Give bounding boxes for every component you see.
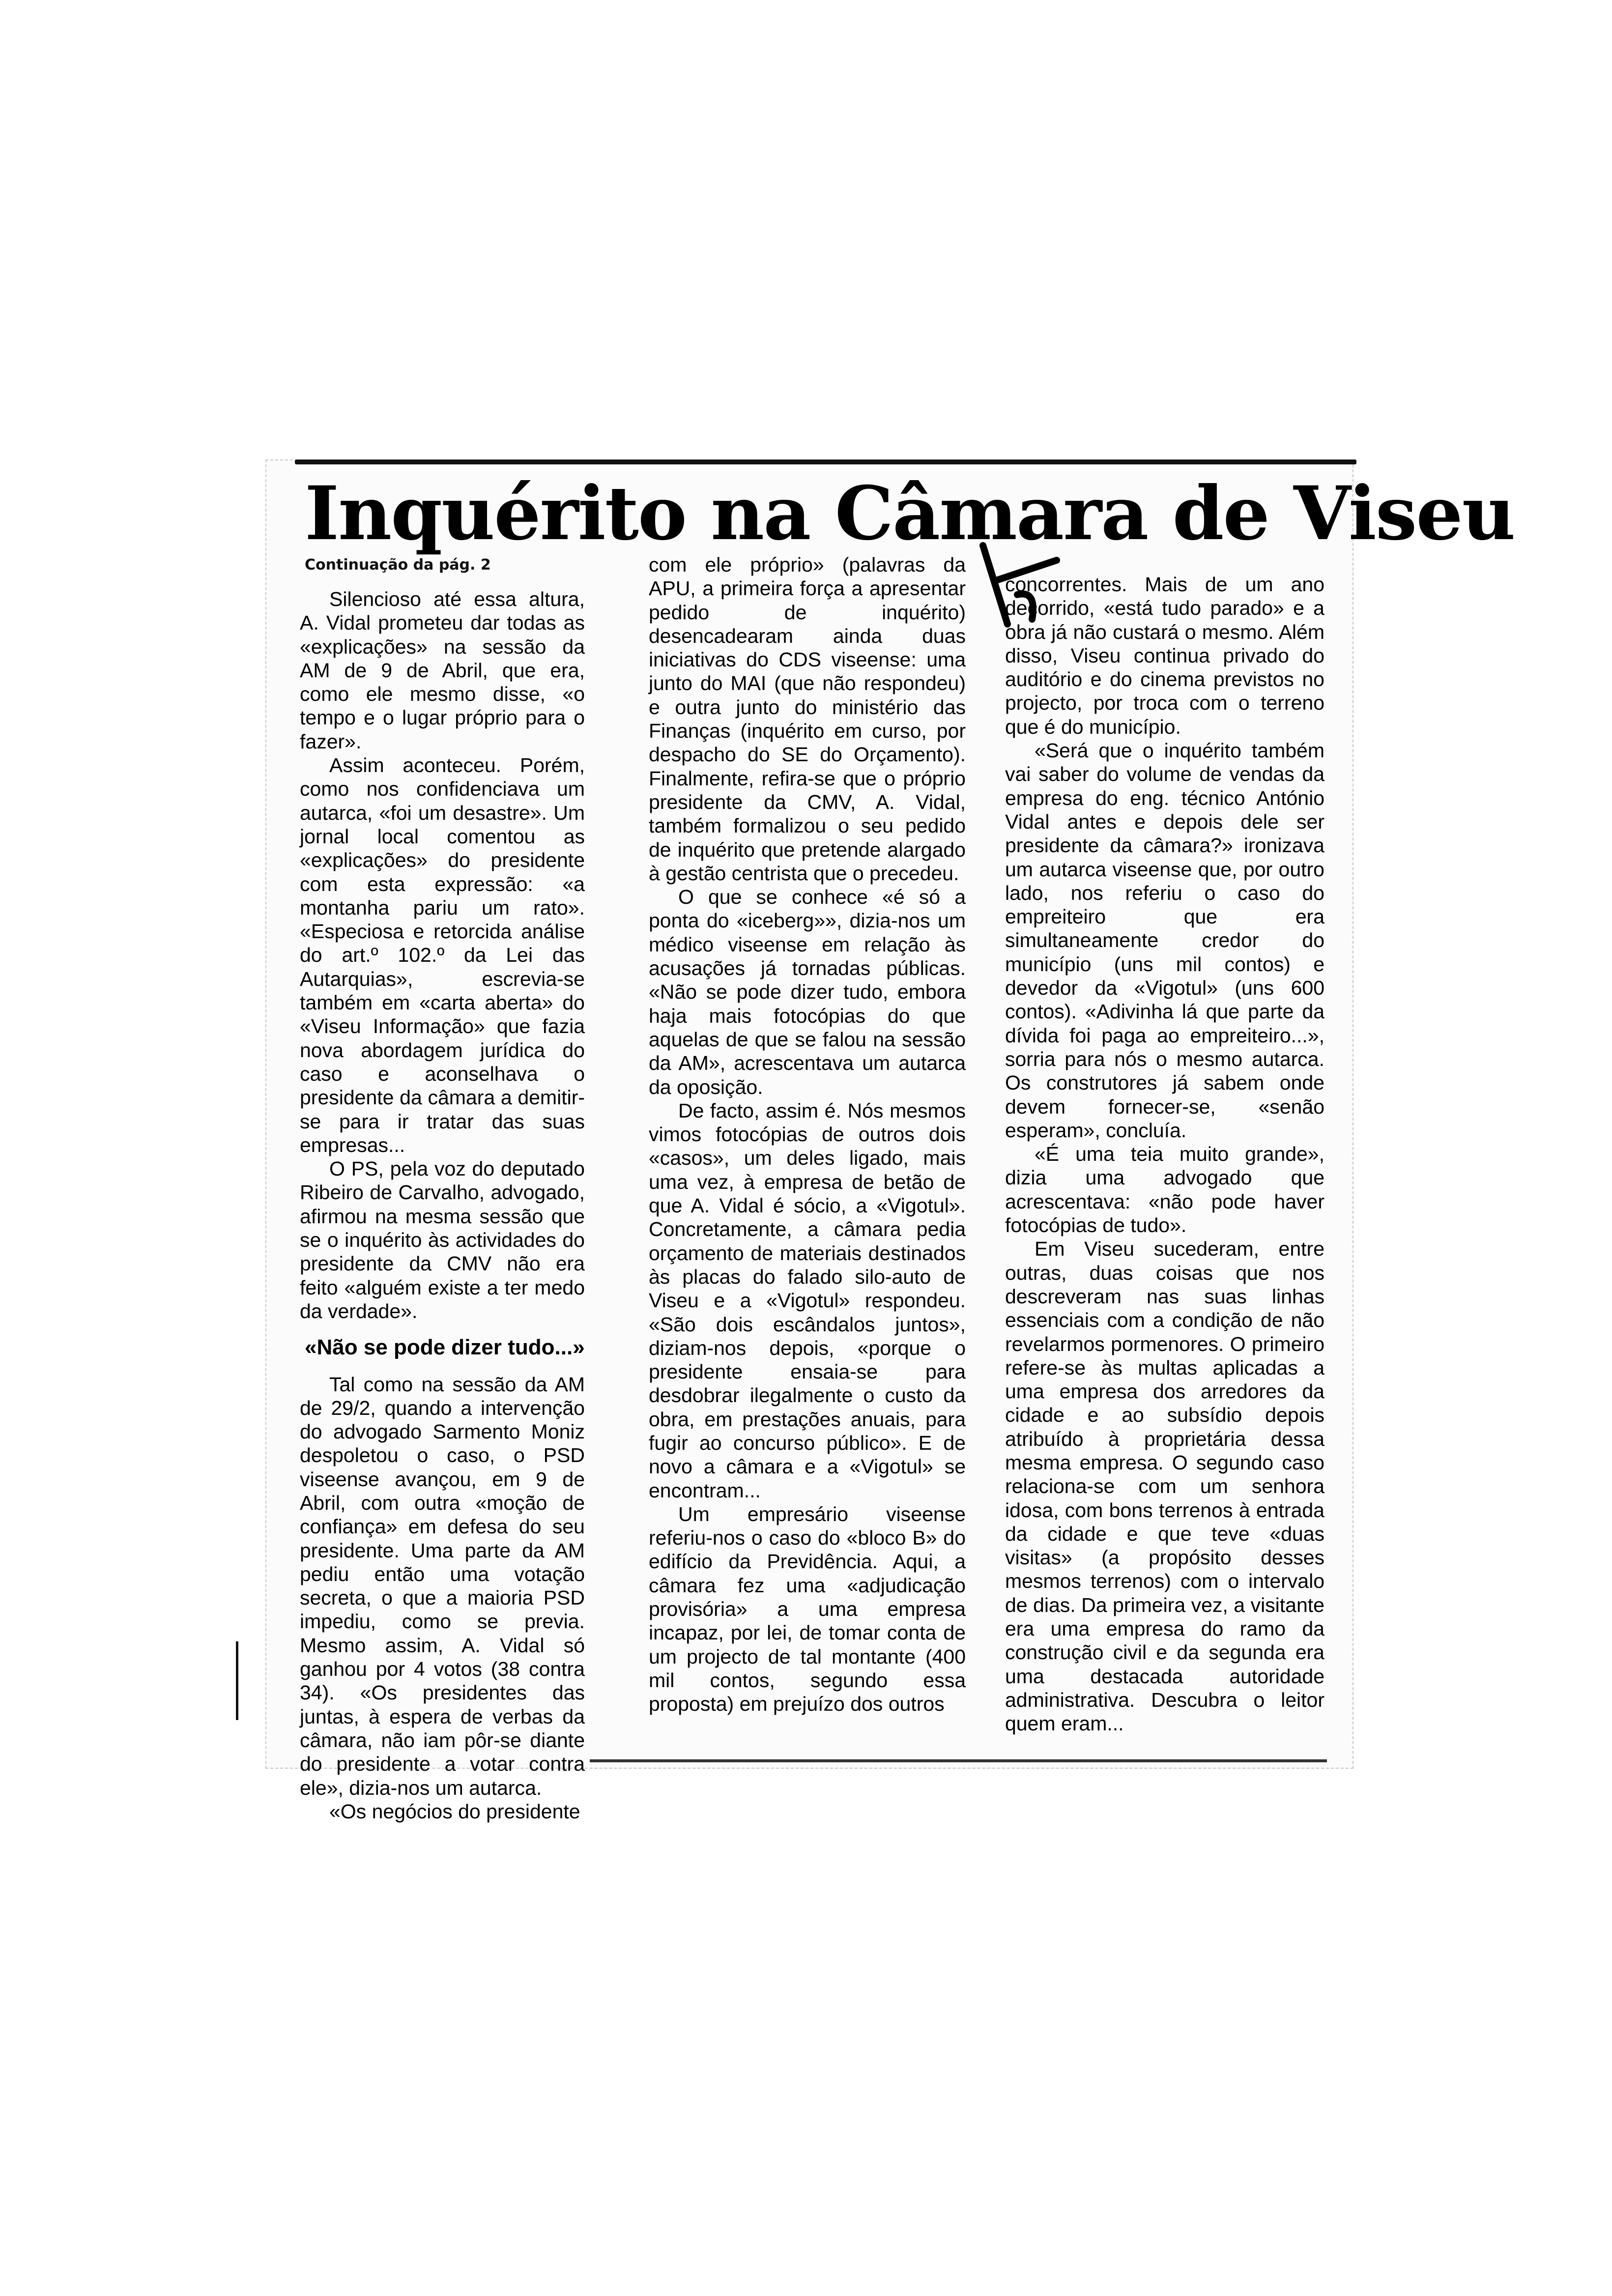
column-1 [300, 587, 585, 1823]
bottom-rule [590, 1759, 1327, 1762]
paragraph: O PS, pela voz do deputado Ribeiro de Carvalho, advogado, afirmou na mesma sessão que se o inquérito às actividades do presidente da CMV não era feito «alguém existe a ter medo da verdade». [300, 1157, 585, 1322]
paragraph: «É uma teia muito grande», dizia uma advogado que acrescentava: «não pode haver fotocópias de tudo». [1005, 1143, 1324, 1237]
paragraph: Assim aconteceu. Porém, como nos confidenciava um autarca, «foi um desastre». Um jornal local comentou as «explicações» do presidente com esta expressão: «a montanha pariu um rato». «Especiosa e retorcida análise do art.º 102.º da Lei das Autarquias», escrevia-se também em «carta aberta» do «Viseu Informação» que fazia nova abordagem jurídica do caso e aconselhava o presidente da câmara a demitir-se para ir tratar das suas empresas... [300, 754, 585, 1156]
margin-line [236, 1641, 238, 1720]
paragraph: «Será que o inquérito também vai saber do volume de vendas da empresa do eng. técnico António Vidal antes e depois dele ser presidente da câmara?» ironizava um autarca viseense que, por outro lado, nos referiu o caso do empreiteiro que era simultaneamente credor do município (uns mil contos) e devedor da «Vigotul» (uns 600 contos). «Adivinha lá que parte da dívida foi paga ao empreiteiro...», sorria para nós o mesmo autarca. Os construtores já sabem onde devem fornecer-se, «senão esperam», concluía. [1005, 739, 1324, 1142]
subheading: «Não se pode dizer tudo...» [305, 1335, 585, 1360]
paragraph: Em Viseu sucederam, entre outras, duas coisas que nos descreveram nas suas linhas essenciais com a condição de não revelarmos pormenores. O primeiro refere-se às multas aplicadas a uma empresa dos arredores da cidade e ao subsídio depois atribuído à proprietária dessa mesma empresa. O segundo caso relaciona-se com um senhora idosa, com bons terrenos à entrada da cidade e que teve «duas visitas» (a propósito desses mesmos terrenos) com o intervalo de dias. Da primeira vez, a visitante era uma empresa do ramo da construção civil e da segunda era uma destacada autoridade administrativa. Descubra o leitor quem eram... [1005, 1237, 1324, 1735]
continuation-note: Continuação da pág. 2 [305, 556, 491, 574]
paragraph: com ele próprio» (palavras da APU, a primeira força a apresentar pedido de inquérito) desencadearam ainda duas iniciativas do CDS viseense: uma junto do MAI (que não respondeu) e outra junto do ministério das Finanças (inquérito em curso, por despacho do SE do Orçamento). Finalmente, refira-se que o próprio presidente da CMV, A. Vidal, também formalizou o seu pedido de inquérito que pretende alargado à gestão centrista que o precedeu. [649, 553, 966, 885]
column-3 [1005, 573, 1324, 1736]
column-2 [649, 553, 966, 1716]
paragraph: Um empresário viseense referiu-nos o caso do «bloco B» do edifício da Previdência. Aqui, a câmara fez uma «adjudicação provisória» a uma empresa incapaz, por lei, de tomar conta de um projecto de tal montante (400 mil contos, segundo essa proposta) em prejuízo dos outros [649, 1502, 966, 1716]
article-title: Inquérito na Câmara de Viseu [305, 470, 1515, 557]
paragraph: concorrentes. Mais de um ano decorrido, «está tudo parado» e a obra já não custará o mesmo. Além disso, Viseu continua privado do auditório e do cinema previstos no projecto, por troca com o terreno que é do município. [1005, 573, 1324, 738]
paragraph: Silencioso até essa altura, A. Vidal prometeu dar todas as «explicações» na sessão da AM de 9 de Abril, que era, como ele mesmo disse, «o tempo e o lugar próprio para o fazer». [300, 588, 585, 753]
top-rule [295, 459, 1356, 464]
paragraph: «Os negócios do presidente [329, 1800, 580, 1823]
paragraph: Tal como na sessão da AM de 29/2, quando a intervenção do advogado Sarmento Moniz despoletou o caso, o PSD viseense avançou, em 9 de Abril, com outra «moção de confiança» em defesa do seu presidente. Uma parte da AM pediu então uma votação secreta, o que a maioria PSD impediu, como se previa. Mesmo assim, A. Vidal só ganhou por 4 votos (38 contra 34). «Os presidentes das juntas, à espera de verbas da câmara, não iam pôr-se diante do presidente a votar contra ele», dizia-nos um autarca. [300, 1373, 585, 1799]
paragraph: O que se conhece «é só a ponta do «iceberg»», dizia-nos um médico viseense em relação às acusações já tornadas públicas. «Não se pode dizer tudo, embora haja mais fotocópias do que aquelas de que se falou na sessão da AM», acrescentava um autarca da oposição. [649, 886, 966, 1098]
paragraph: De facto, assim é. Nós mesmos vimos fotocópias de outros dois «casos», um deles ligado, mais uma vez, à empresa de betão de que A. Vidal é sócio, a «Vigotul». Concretamente, a câmara pedia orçamento de materiais destinados às placas do falado silo-auto de Viseu e a «Vigotul» respondeu. «São dois escândalos juntos», diziam-nos depois, «porque o presidente ensaia-se para desdobrar ilegalmente o custo da obra, em prestações anuais, para fugir ao concurso público». E de novo a câmara e a «Vigotul» se encontram... [649, 1099, 966, 1502]
